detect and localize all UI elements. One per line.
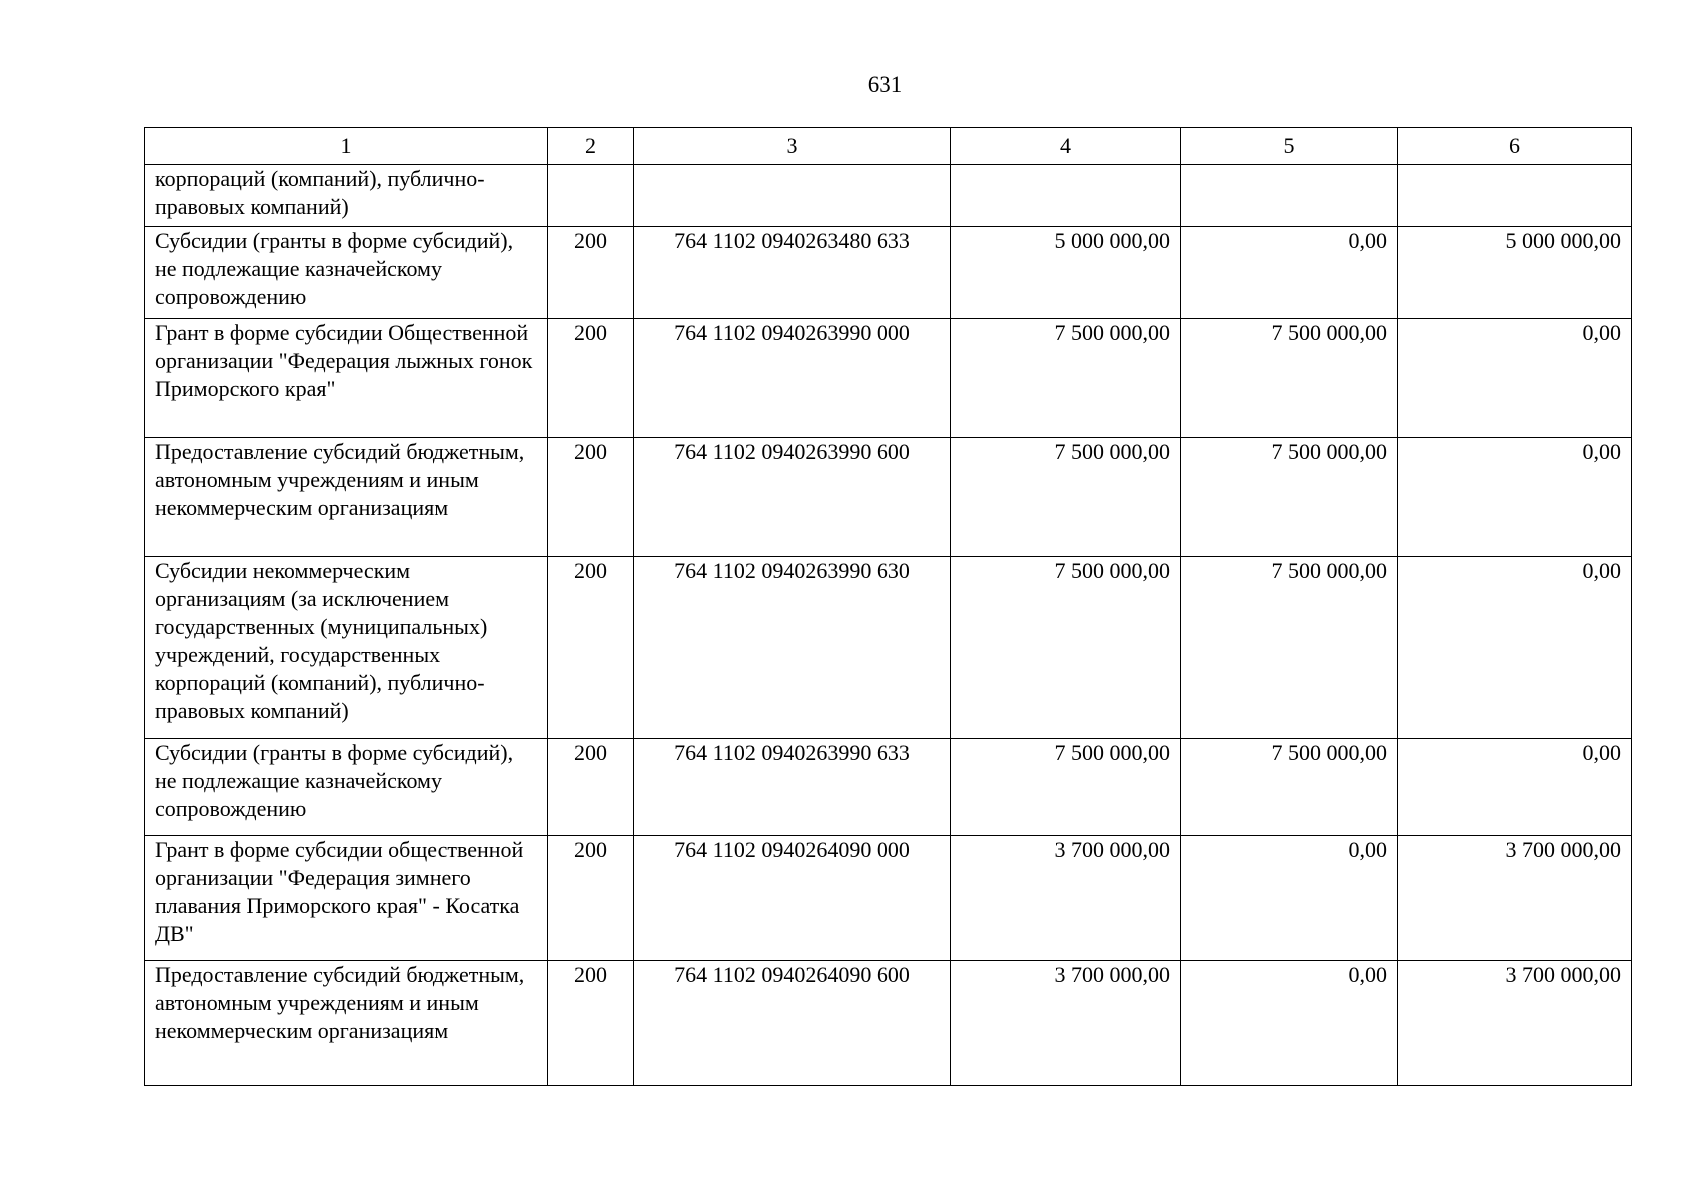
row-amount-total: 7 500 000,00 — [951, 319, 1181, 438]
row-amount-remaining — [1398, 165, 1632, 227]
table-row — [145, 319, 1632, 438]
row-amount-total: 3 700 000,00 — [951, 836, 1181, 961]
row-name: Предоставление субсидий бюджетным, автономным учреждениям и иным некоммерческим организациям — [145, 961, 548, 1086]
row-amount-executed: 7 500 000,00 — [1181, 557, 1398, 739]
row-code: 200 — [548, 438, 634, 557]
table-header-row — [145, 128, 1632, 165]
row-classifier — [634, 165, 951, 227]
row-amount-total: 7 500 000,00 — [951, 557, 1181, 739]
row-classifier: 764 1102 0940264090 600 — [634, 961, 951, 1086]
table-row — [145, 227, 1632, 319]
column-header-1: 1 — [145, 128, 548, 165]
row-code: 200 — [548, 557, 634, 739]
row-code: 200 — [548, 227, 634, 319]
row-amount-executed: 0,00 — [1181, 961, 1398, 1086]
table-row — [145, 557, 1632, 739]
row-classifier: 764 1102 0940264090 000 — [634, 836, 951, 961]
row-name: Субсидии (гранты в форме субсидий), не подлежащие казначейскому сопровождению — [145, 739, 548, 836]
row-amount-remaining: 3 700 000,00 — [1398, 836, 1632, 961]
row-amount-executed — [1181, 165, 1398, 227]
column-header-4: 4 — [951, 128, 1181, 165]
row-amount-executed: 7 500 000,00 — [1181, 739, 1398, 836]
row-classifier: 764 1102 0940263990 000 — [634, 319, 951, 438]
row-name: Грант в форме субсидии общественной организации "Федерация зимнего плавания Приморского края" - Косатка ДВ" — [145, 836, 548, 961]
table-row — [145, 739, 1632, 836]
row-classifier: 764 1102 0940263990 633 — [634, 739, 951, 836]
row-code: 200 — [548, 836, 634, 961]
row-classifier: 764 1102 0940263480 633 — [634, 227, 951, 319]
row-code: 200 — [548, 319, 634, 438]
row-code: 200 — [548, 739, 634, 836]
row-name: Субсидии некоммерческим организациям (за исключением государственных (муниципальных) учреждений, государственных корпораций (компаний), публично-правовых компаний) — [145, 557, 548, 739]
column-header-5: 5 — [1181, 128, 1398, 165]
row-amount-remaining: 5 000 000,00 — [1398, 227, 1632, 319]
row-name: Грант в форме субсидии Общественной организации "Федерация лыжных гонок Приморского края" — [145, 319, 548, 438]
row-amount-remaining: 0,00 — [1398, 438, 1632, 557]
row-classifier: 764 1102 0940263990 630 — [634, 557, 951, 739]
row-amount-executed: 0,00 — [1181, 836, 1398, 961]
table-row — [145, 836, 1632, 961]
row-amount-total: 3 700 000,00 — [951, 961, 1181, 1086]
row-amount-remaining: 3 700 000,00 — [1398, 961, 1632, 1086]
column-header-2: 2 — [548, 128, 634, 165]
row-code — [548, 165, 634, 227]
row-amount-total: 7 500 000,00 — [951, 739, 1181, 836]
row-amount-remaining: 0,00 — [1398, 319, 1632, 438]
row-amount-remaining: 0,00 — [1398, 557, 1632, 739]
row-amount-executed: 7 500 000,00 — [1181, 319, 1398, 438]
row-amount-total: 5 000 000,00 — [951, 227, 1181, 319]
table-row — [145, 438, 1632, 557]
row-amount-remaining: 0,00 — [1398, 739, 1632, 836]
column-header-3: 3 — [634, 128, 951, 165]
row-name: корпораций (компаний), публично-правовых компаний) — [145, 165, 548, 227]
row-amount-executed: 7 500 000,00 — [1181, 438, 1398, 557]
row-amount-total — [951, 165, 1181, 227]
table-row — [145, 165, 1632, 227]
row-amount-total: 7 500 000,00 — [951, 438, 1181, 557]
column-header-6: 6 — [1398, 128, 1632, 165]
row-amount-executed: 0,00 — [1181, 227, 1398, 319]
table-row — [145, 961, 1632, 1086]
page-number: 631 — [867, 72, 903, 97]
row-name: Предоставление субсидий бюджетным, автономным учреждениям и иным некоммерческим организациям — [145, 438, 548, 557]
row-name: Субсидии (гранты в форме субсидий), не подлежащие казначейскому сопровождению — [145, 227, 548, 319]
budget-table — [144, 127, 1632, 1086]
row-classifier: 764 1102 0940263990 600 — [634, 438, 951, 557]
row-code: 200 — [548, 961, 634, 1086]
